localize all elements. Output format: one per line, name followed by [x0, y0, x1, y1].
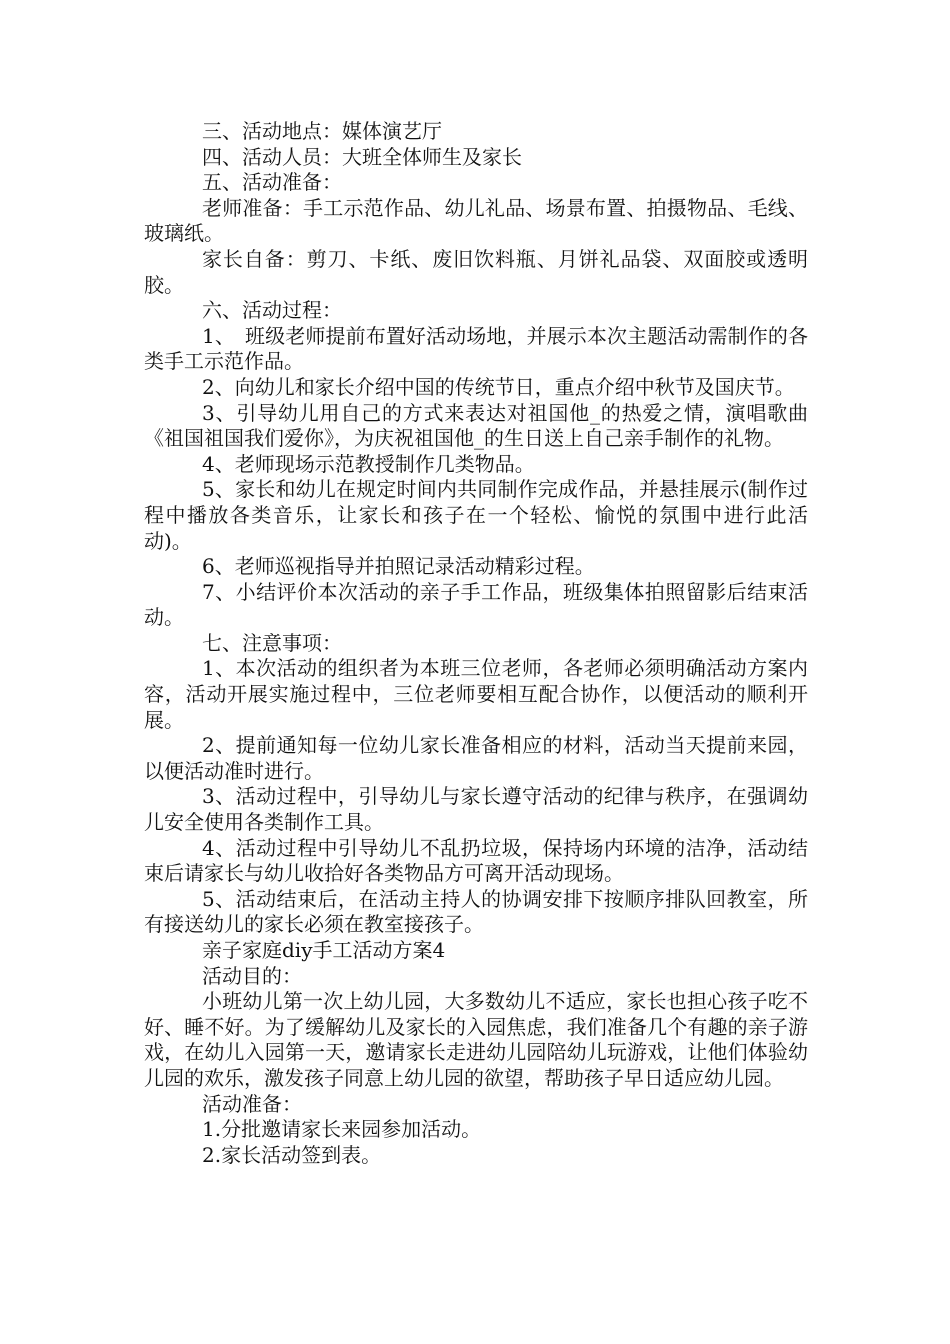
heading-preparation: 五、活动准备：	[202, 170, 342, 195]
note-3: 3、活动过程中，引导幼儿与家长遵守活动的纪律与秩序，在强调幼儿安全使用各类制作工具。	[144, 784, 808, 835]
process-step-1: 1、 班级老师提前布置好活动场地，并展示本次主题活动需制作的各类手工示范作品。	[144, 323, 808, 374]
note-2: 2、提前通知每一位幼儿家长准备相应的材料，活动当天提前来园，以便活动准时进行。	[144, 733, 808, 783]
process-step-2: 2、向幼儿和家长介绍中国的传统节日，重点介绍中秋节及国庆节。	[202, 374, 795, 399]
heading-purpose: 活动目的：	[202, 963, 302, 988]
paragraph-parent-prep: 家长自备：剪刀、卡纸、废旧饮料瓶、月饼礼品袋、双面胶或透明胶。	[144, 246, 808, 297]
prep-item-1: 1.分批邀请家长来园参加活动。	[202, 1117, 482, 1142]
note-5: 5、活动结束后，在活动主持人的协调安排下按顺序排队回教室，所有接送幼儿的家长必须在教室接孩子。	[144, 886, 808, 937]
process-step-4: 4、老师现场示范教授制作几类物品。	[202, 451, 535, 476]
heading-notes: 七、注意事项：	[202, 630, 342, 655]
process-step-7: 7、小结评价本次活动的亲子手工作品，班级集体拍照留影后结束活动。	[144, 579, 808, 630]
prep-item-2: 2.家长活动签到表。	[202, 1142, 382, 1167]
paragraph-teacher-prep: 老师准备：手工示范作品、幼儿礼品、场景布置、拍摄物品、毛线、玻璃纸。	[144, 195, 808, 246]
paragraph-location: 三、活动地点：媒体演艺厅	[202, 119, 442, 143]
note-1: 1、本次活动的组织者为本班三位老师，各老师必须明确活动方案内容，活动开展实施过程中，三位老师要相互配合协作，以便活动的顺利开展。	[144, 656, 808, 732]
note-4: 4、活动过程中引导幼儿不乱扔垃圾，保持场内环境的洁净，活动结束后请家长与幼儿收拾好各类物品方可离开活动现场。	[144, 835, 808, 886]
paragraph-participants: 四、活动人员：大班全体师生及家长	[202, 144, 522, 169]
paragraph-purpose: 小班幼儿第一次上幼儿园，大多数幼儿不适应，家长也担心孩子吃不好、睡不好。为了缓解幼儿及家长的入园焦虑，我们准备几个有趣的亲子游戏，在幼儿入园第一天，邀请家长走进幼儿园陪幼儿玩游戏，让他们体验幼儿园的欢乐，激发孩子同意上幼儿园的欲望，帮助孩子早日适应幼儿园。	[144, 989, 808, 1090]
process-step-5: 5、家长和幼儿在规定时间内共同制作完成作品，并悬挂展示(制作过程中播放各类音乐，让家长和孩子在一个轻松、愉悦的氛围中进行此活动)。	[144, 477, 808, 553]
process-step-6: 6、老师巡视指导并拍照记录活动精彩过程。	[202, 554, 595, 579]
process-step-3: 3、引导幼儿用自己的方式来表达对祖国他_的热爱之情，演唱歌曲《祖国祖国我们爱你》，为庆祝祖国他_的生日送上自己亲手制作的礼物。	[144, 400, 808, 451]
section-title-plan-4: 亲子家庭diy手工活动方案4	[202, 938, 446, 962]
heading-activity-prep: 活动准备：	[202, 1091, 302, 1116]
heading-process: 六、活动过程：	[202, 298, 342, 323]
